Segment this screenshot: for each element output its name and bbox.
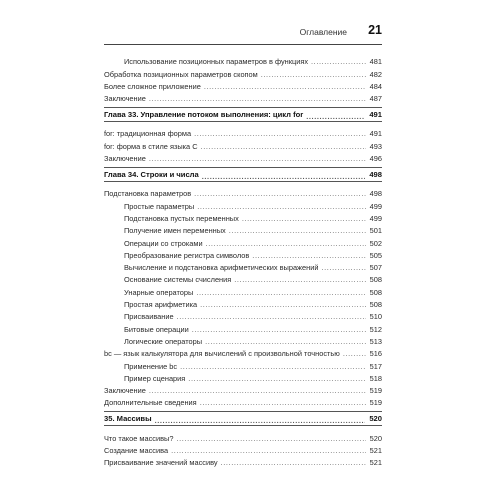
toc-entry-label: Более сложное приложение (104, 81, 201, 91)
toc-entry[interactable] (104, 395, 382, 407)
toc-leader-dots (149, 154, 366, 163)
toc-entry-page-number: 498 (369, 189, 382, 199)
toc-chapter-entry[interactable] (104, 107, 382, 122)
toc-entry[interactable] (104, 284, 382, 296)
toc-chapter-entry[interactable] (104, 411, 382, 426)
toc-entry-page-number: 520 (369, 433, 382, 443)
toc-entry-label: Использование позиционных параметров в функциях (124, 57, 309, 67)
toc-entry-page-number: 491 (369, 129, 382, 139)
toc-entry-page-number: 519 (369, 386, 382, 396)
toc-entry-page-number: 491 (369, 110, 382, 120)
toc-leader-dots (180, 362, 366, 371)
toc-entry[interactable] (104, 272, 382, 284)
toc-entry[interactable] (104, 235, 382, 247)
toc-leader-dots (311, 57, 366, 66)
toc-entry-label: Присваивание (124, 312, 174, 322)
toc-entry[interactable] (104, 223, 382, 235)
toc-entry[interactable] (104, 151, 382, 163)
toc-entry-label: Подстановка пустых переменных (124, 213, 239, 223)
toc-leader-dots (202, 172, 366, 181)
toc-entry-label: Заключение (104, 94, 146, 104)
toc-entry-label: Глава 34. Строки и числа (104, 170, 199, 180)
toc-leader-dots (194, 189, 365, 198)
toc-leader-dots (204, 82, 366, 91)
toc-entry-label: Применение bc (124, 361, 178, 371)
toc-entry[interactable] (104, 371, 382, 383)
toc-leader-dots (197, 202, 365, 211)
toc-entry[interactable] (104, 321, 382, 333)
toc-entry-page-number: 493 (369, 141, 382, 151)
toc-entry-label: Создание массива (104, 446, 169, 456)
toc-entry-label: Простые параметры (124, 201, 195, 211)
toc-entry-page-number: 517 (369, 361, 382, 371)
toc-leader-dots (206, 239, 366, 248)
toc-entry-page-number: 521 (369, 446, 382, 456)
toc-leader-dots (194, 129, 366, 138)
toc-entry-label: for: форма в стиле языка C (104, 141, 198, 151)
toc-entry[interactable] (104, 126, 382, 138)
toc-entry-page-number: 508 (369, 287, 382, 297)
toc-entry[interactable] (104, 455, 382, 467)
toc-entry-page-number: 499 (369, 201, 382, 211)
toc-entry-label: Обработка позиционных параметров скопом (104, 69, 258, 79)
toc-chapter-entry[interactable] (104, 167, 382, 182)
toc-entry-label: Основание системы счисления (124, 275, 232, 285)
toc-entry[interactable] (104, 443, 382, 455)
toc-entry-page-number: 487 (369, 94, 382, 104)
toc-leader-dots (149, 94, 366, 103)
toc-entry[interactable] (104, 138, 382, 150)
toc-leader-dots (149, 386, 366, 395)
toc-entry-label: Подстановка параметров (104, 189, 192, 199)
toc-leader-dots (234, 275, 365, 284)
toc-entry[interactable] (104, 260, 382, 272)
toc-entry[interactable] (104, 383, 382, 395)
toc-entry[interactable] (104, 186, 382, 198)
toc-entry[interactable] (104, 79, 382, 91)
toc-leader-dots (200, 398, 366, 407)
toc-entry-label: Преобразование регистра символов (124, 250, 250, 260)
toc-entry-label: Глава 33. Управление потоком выполнения: цикл for (104, 110, 304, 120)
toc-entry-page-number: 520 (369, 414, 382, 424)
header-page-number: 21 (368, 23, 382, 37)
toc-leader-dots (252, 251, 365, 260)
toc-entry-label: Операции со строками (124, 238, 203, 248)
toc-entry-label: for: традиционная форма (104, 129, 192, 139)
toc-entry-page-number: 505 (369, 250, 382, 260)
toc-entry[interactable] (104, 309, 382, 321)
toc-leader-dots (196, 288, 365, 297)
toc-leader-dots (205, 337, 366, 346)
toc-leader-dots (321, 263, 365, 272)
toc-leader-dots (176, 434, 365, 443)
toc-entry-label: bc — язык калькулятора для вычислений с произвольной точностью (104, 349, 340, 359)
toc-entry[interactable] (104, 430, 382, 442)
toc-leader-dots (177, 312, 366, 321)
toc-leader-dots (261, 70, 366, 79)
toc-leader-dots (343, 349, 366, 358)
toc-entry-page-number: 521 (369, 458, 382, 468)
toc-entry[interactable] (104, 346, 382, 358)
toc-leader-dots (306, 112, 365, 121)
toc-entry-page-number: 508 (369, 300, 382, 310)
toc-leader-dots (171, 446, 366, 455)
toc-entry[interactable] (104, 54, 382, 66)
table-of-contents (104, 54, 382, 467)
toc-entry[interactable] (104, 211, 382, 223)
toc-entry-page-number: 498 (369, 170, 382, 180)
header-section-title: Оглавление (299, 27, 347, 37)
toc-entry-page-number: 499 (369, 213, 382, 223)
toc-entry-label: Дополнительные сведения (104, 398, 197, 408)
toc-entry[interactable] (104, 66, 382, 78)
toc-entry-page-number: 502 (369, 238, 382, 248)
toc-entry-label: Логические операторы (124, 336, 203, 346)
toc-entry-label: Присваивание значений массиву (104, 458, 218, 468)
toc-entry-page-number: 519 (369, 398, 382, 408)
toc-leader-dots (229, 226, 366, 235)
toc-entry-page-number: 513 (369, 336, 382, 346)
toc-entry-label: Что такое массивы? (104, 433, 174, 443)
toc-entry-label: Пример сценария (124, 373, 186, 383)
toc-entry-label: Вычисление и подстановка арифметических выражений (124, 263, 319, 273)
toc-entry-page-number: 518 (369, 373, 382, 383)
toc-entry-page-number: 501 (369, 226, 382, 236)
toc-entry-label: 35. Массивы (104, 414, 152, 424)
toc-entry-label: Заключение (104, 386, 146, 396)
toc-entry-page-number: 508 (369, 275, 382, 285)
toc-entry[interactable] (104, 91, 382, 103)
toc-entry-page-number: 512 (369, 324, 382, 334)
toc-entry-page-number: 484 (369, 81, 382, 91)
toc-entry-label: Простая арифметика (124, 300, 198, 310)
toc-entry[interactable] (104, 358, 382, 370)
toc-entry[interactable] (104, 248, 382, 260)
toc-entry-page-number: 507 (369, 263, 382, 273)
toc-entry-page-number: 482 (369, 69, 382, 79)
toc-entry-page-number: 496 (369, 154, 382, 164)
toc-leader-dots (242, 214, 366, 223)
toc-entry-label: Заключение (104, 154, 146, 164)
running-header (104, 22, 382, 45)
toc-entry[interactable] (104, 198, 382, 210)
toc-leader-dots (201, 142, 366, 151)
toc-leader-dots (221, 458, 366, 467)
toc-entry[interactable] (104, 334, 382, 346)
toc-leader-dots (192, 325, 366, 334)
toc-entry-label: Получение имен переменных (124, 226, 226, 236)
toc-entry-label: Унарные операторы (124, 287, 194, 297)
toc-entry-page-number: 516 (369, 349, 382, 359)
toc-entry-page-number: 481 (369, 57, 382, 67)
toc-leader-dots (155, 416, 366, 425)
toc-leader-dots (188, 374, 365, 383)
toc-entry[interactable] (104, 297, 382, 309)
toc-entry-label: Битовые операции (124, 324, 189, 334)
toc-leader-dots (200, 300, 366, 309)
toc-entry-page-number: 510 (369, 312, 382, 322)
